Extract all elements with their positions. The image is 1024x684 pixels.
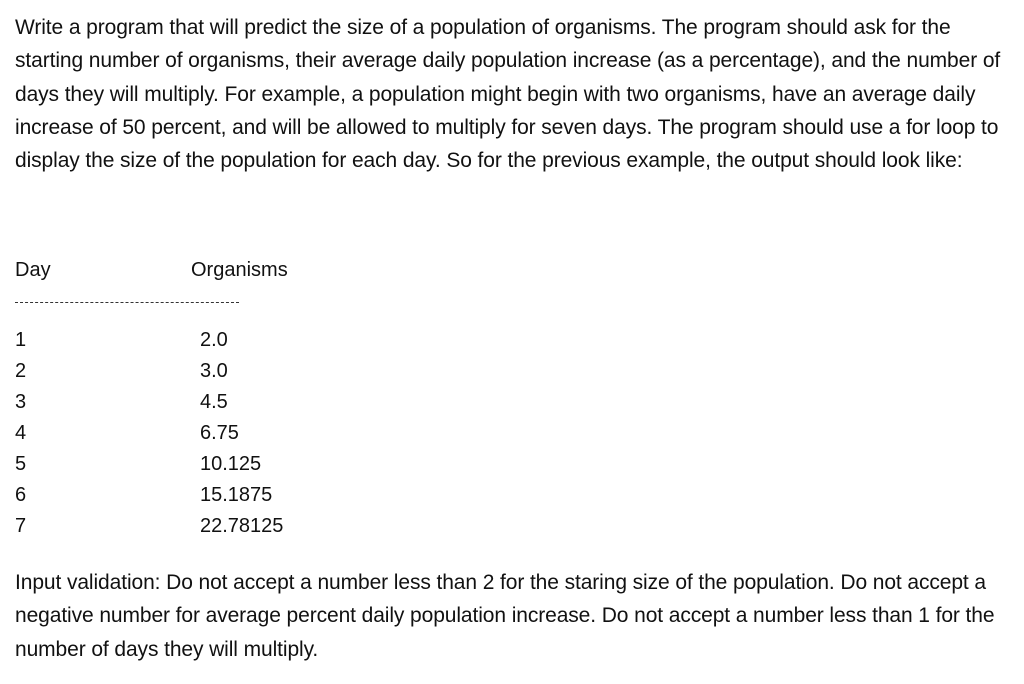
table-row <box>15 390 415 421</box>
table-header <box>15 259 415 293</box>
table-row <box>15 483 415 514</box>
table-row <box>15 452 415 483</box>
input-validation-paragraph: Input validation: Do not accept a number less than 2 for the staring size of the population. Do not accept a negative number for average percent daily population increase. Do not accept a number less than 1 for the number of days they will multiply. <box>15 571 995 661</box>
sample-output-table <box>15 259 415 537</box>
day-cell: 6 <box>15 484 27 506</box>
organisms-cell: 10.125 <box>200 453 262 475</box>
day-cell: 1 <box>15 329 27 351</box>
table-row <box>15 359 415 390</box>
header-day: Day <box>15 259 51 281</box>
table-row <box>15 421 415 452</box>
day-cell: 7 <box>15 515 27 537</box>
day-cell: 3 <box>15 391 27 413</box>
header-organisms: Organisms <box>191 259 288 281</box>
day-cell: 4 <box>15 422 27 444</box>
organisms-cell: 4.5 <box>200 391 228 413</box>
table-row <box>15 328 415 359</box>
organisms-cell: 6.75 <box>200 422 239 444</box>
table-rows <box>15 328 415 545</box>
header-divider <box>15 302 239 303</box>
organisms-cell: 15.1875 <box>200 484 273 506</box>
day-cell: 5 <box>15 453 27 475</box>
day-cell: 2 <box>15 360 27 382</box>
problem-intro-paragraph: Write a program that will predict the size of a population of organisms. The program should ask for the starting number of organisms, their average daily population increase (as a percentage), and the number of days they will multiply. For example, a population might begin with two organisms, have an average daily increase of 50 percent, and will be allowed to multiply for seven days. The program should use a for loop to display the size of the population for each day. So for the previous example, the output should look like: <box>15 16 1001 173</box>
organisms-cell: 3.0 <box>200 360 228 382</box>
table-row <box>15 514 415 545</box>
organisms-cell: 2.0 <box>200 329 228 351</box>
organisms-cell: 22.78125 <box>200 515 284 537</box>
